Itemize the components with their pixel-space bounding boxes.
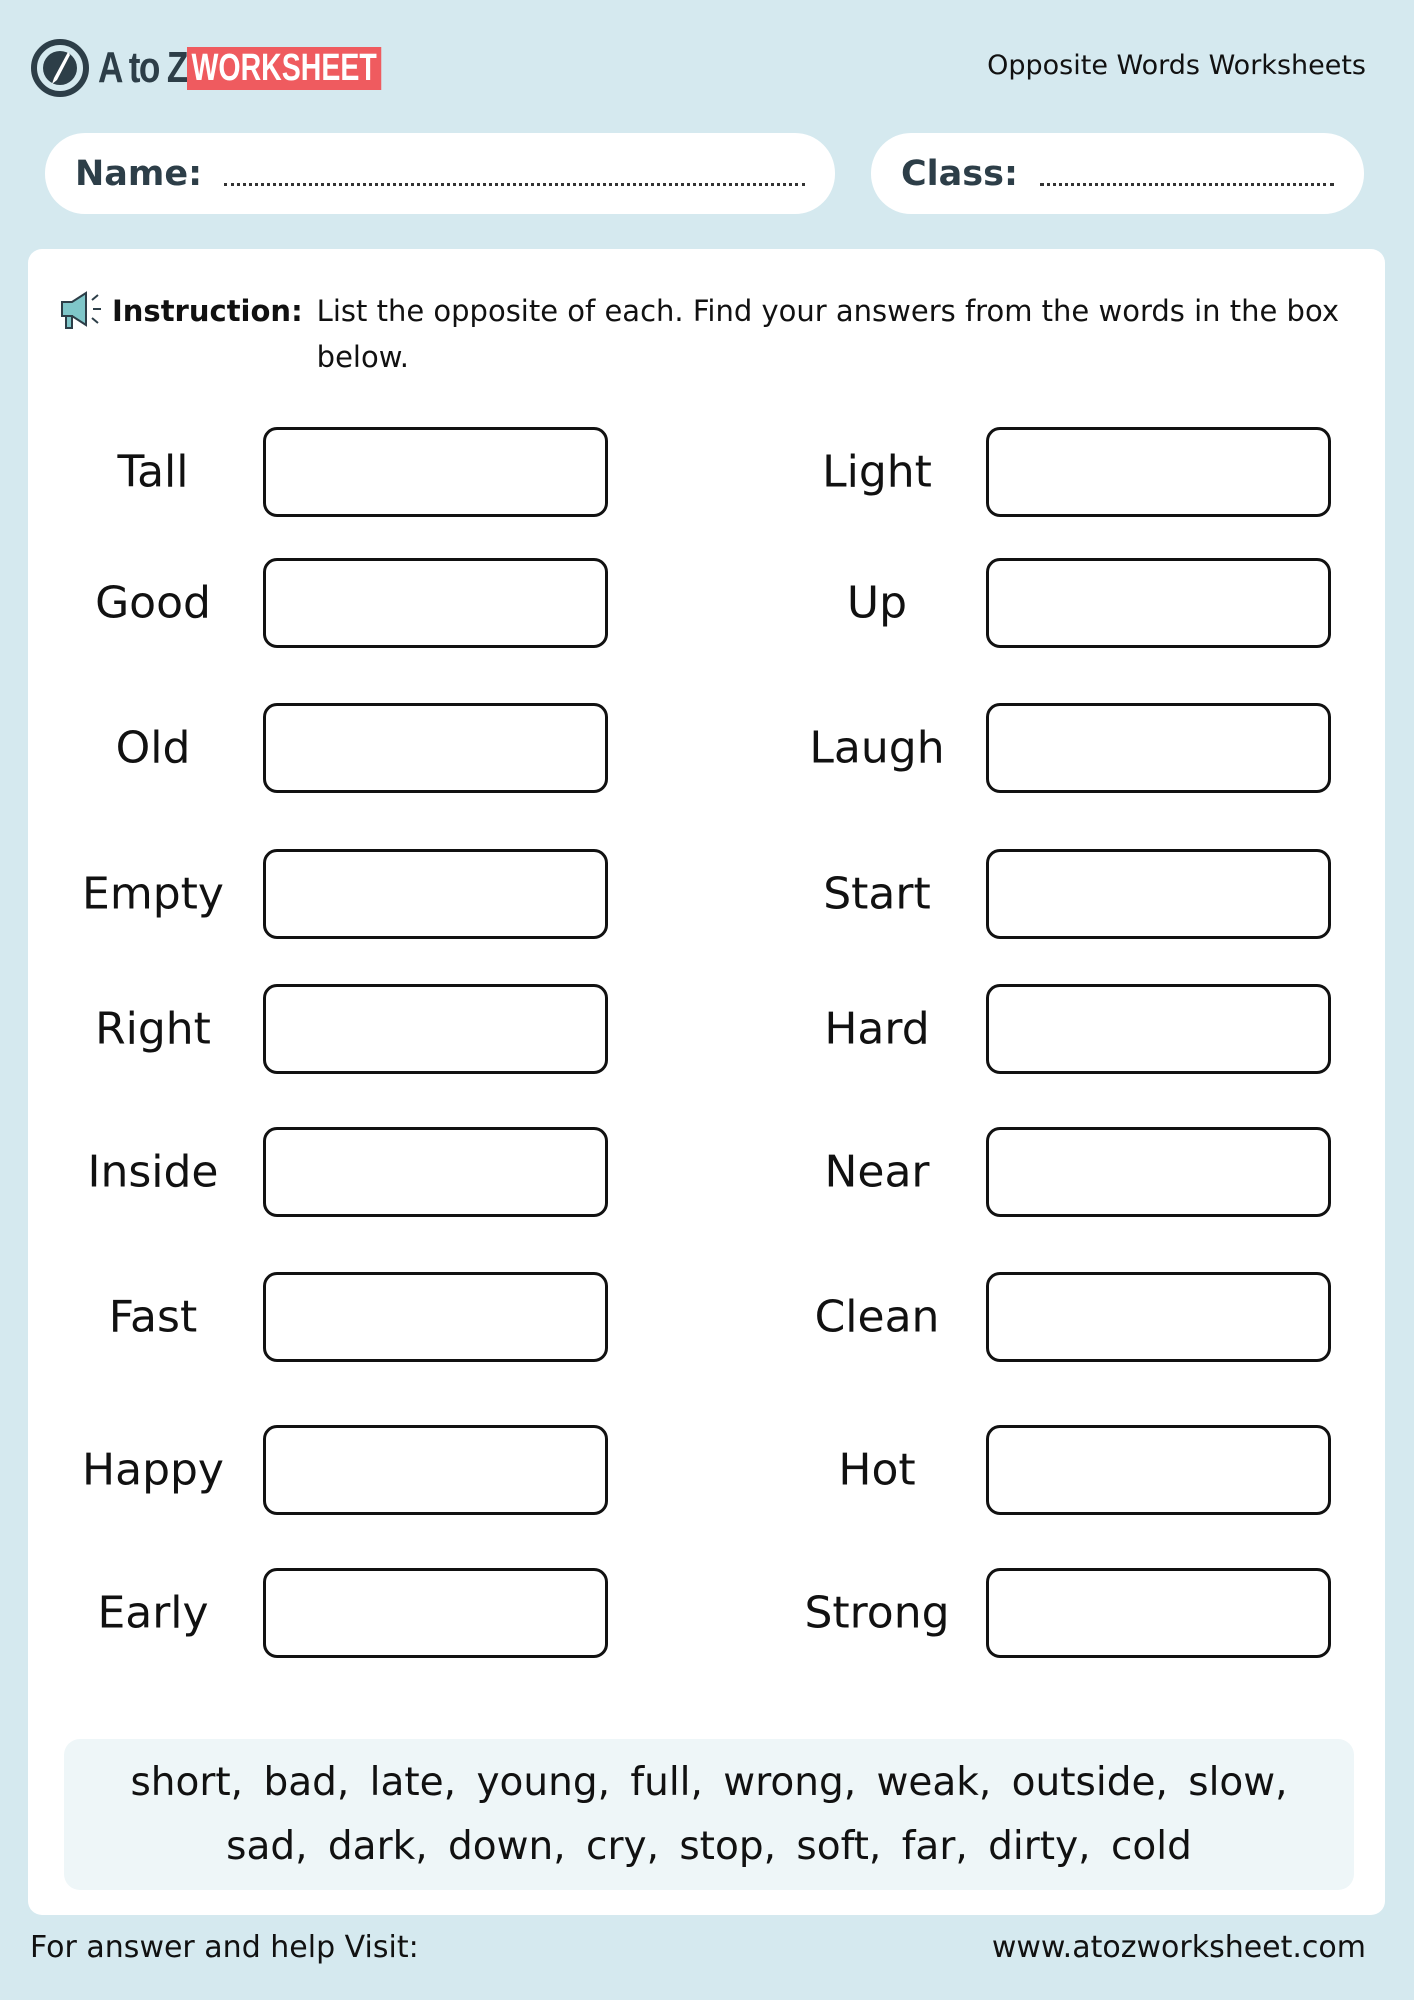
prompt-word: Tall <box>117 446 189 498</box>
answer-box[interactable] <box>263 1127 608 1217</box>
worksheet-title: Opposite Words Worksheets <box>987 50 1366 81</box>
answer-box[interactable] <box>263 849 608 939</box>
answer-box[interactable] <box>986 1425 1331 1515</box>
answer-box[interactable] <box>986 427 1331 517</box>
prompt-word: Hard <box>824 1003 930 1055</box>
answer-box[interactable] <box>263 703 608 793</box>
prompt-word: Clean <box>814 1291 940 1343</box>
prompt-word: Right <box>95 1003 211 1055</box>
prompt-word: Hot <box>838 1444 916 1496</box>
footer-help-text: For answer and help Visit: <box>30 1930 419 1965</box>
logo-text: A to Z <box>98 43 187 92</box>
word-bank-line-1: short, bad, late, young, full, wrong, weak, outside, slow, <box>130 1760 1288 1805</box>
prompt-word: Near <box>824 1146 930 1198</box>
pen-logo-icon <box>30 38 90 98</box>
footer-website-link[interactable]: www.atozworksheet.com <box>991 1930 1366 1965</box>
instruction-text: List the opposite of each. Find your answers from the words in the box below. <box>316 294 1339 374</box>
answer-box[interactable] <box>263 984 608 1074</box>
prompt-word: Up <box>846 577 908 629</box>
prompt-word: Fast <box>108 1291 198 1343</box>
class-field[interactable] <box>871 133 1364 214</box>
answer-box[interactable] <box>986 1272 1331 1362</box>
class-label: Class: <box>901 153 1018 194</box>
instruction-label: Instruction: <box>112 294 303 328</box>
logo-badge: WORKSHEET <box>187 47 381 90</box>
answer-box[interactable] <box>986 1568 1331 1658</box>
answer-box[interactable] <box>986 849 1331 939</box>
word-bank <box>64 1739 1354 1890</box>
answer-box[interactable] <box>986 558 1331 648</box>
name-field[interactable] <box>45 133 835 214</box>
megaphone-icon <box>56 288 106 334</box>
answer-box[interactable] <box>986 703 1331 793</box>
class-dotted-line <box>1040 183 1334 186</box>
answer-box[interactable] <box>986 1127 1331 1217</box>
prompt-word: Laugh <box>809 722 945 774</box>
prompt-word: Good <box>95 577 211 629</box>
instruction <box>56 288 1346 380</box>
answer-box[interactable] <box>263 1272 608 1362</box>
logo <box>30 38 446 98</box>
answer-box[interactable] <box>986 984 1331 1074</box>
prompt-word: Old <box>115 722 191 774</box>
prompt-word: Early <box>97 1587 209 1639</box>
prompt-word: Inside <box>87 1146 219 1198</box>
prompt-word: Empty <box>82 868 224 920</box>
prompt-word: Light <box>822 446 932 498</box>
prompt-word: Strong <box>804 1587 950 1639</box>
word-bank-line-2: sad, dark, down, cry, stop, soft, far, dirty, cold <box>226 1824 1192 1869</box>
answer-box[interactable] <box>263 1568 608 1658</box>
prompt-word: Start <box>823 868 931 920</box>
name-dotted-line <box>224 183 805 186</box>
answer-box[interactable] <box>263 1425 608 1515</box>
answer-box[interactable] <box>263 427 608 517</box>
prompt-word: Happy <box>82 1444 224 1496</box>
answer-box[interactable] <box>263 558 608 648</box>
name-label: Name: <box>75 153 203 194</box>
